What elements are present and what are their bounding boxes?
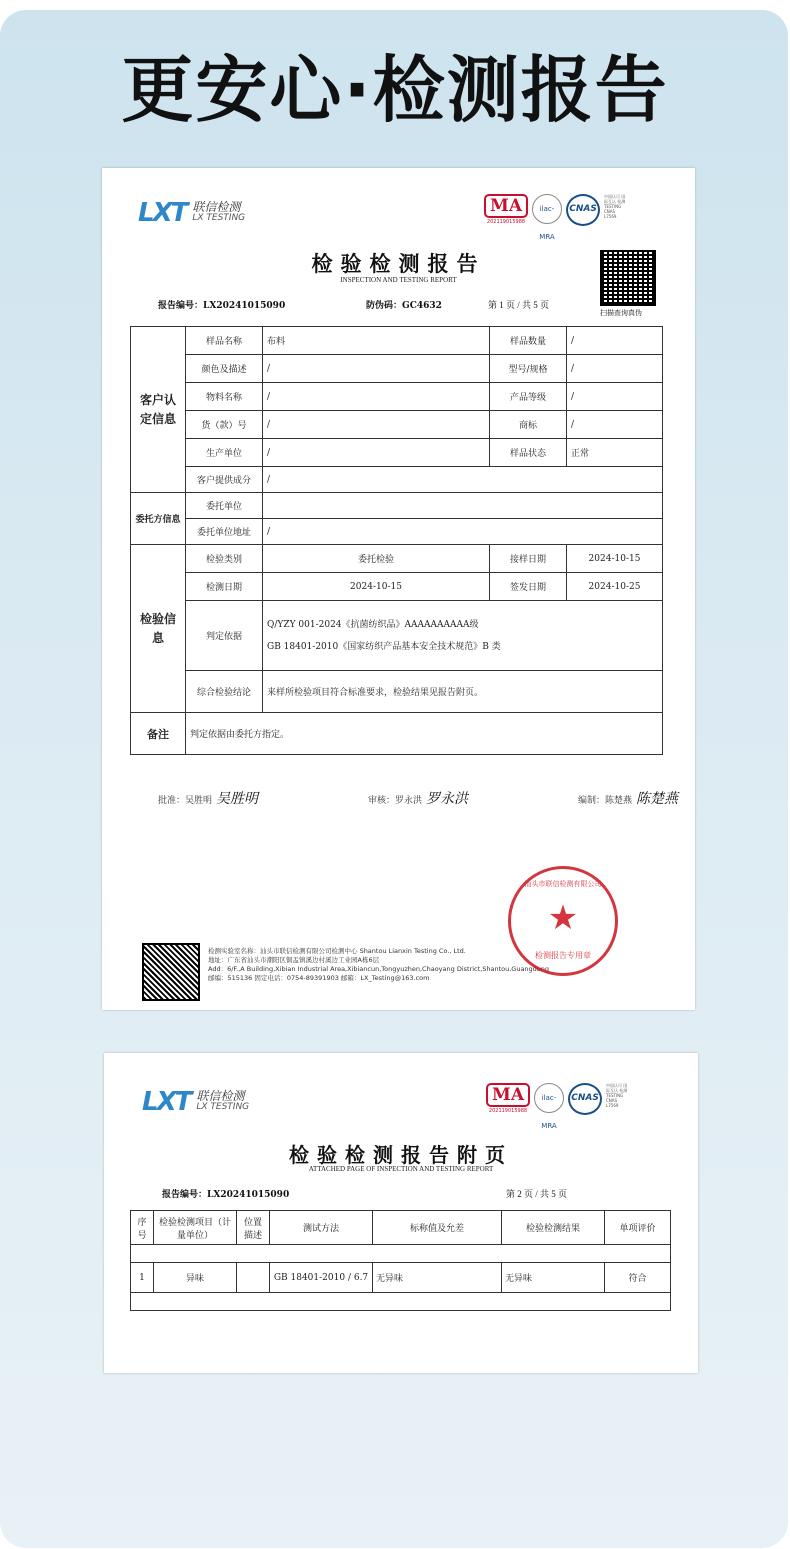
cell-label: 生产单位	[186, 439, 263, 467]
empty-cell	[131, 1245, 671, 1263]
cell-label: 样品数量	[490, 327, 567, 355]
cell: GB 18401-2010 / 6.7	[270, 1263, 373, 1293]
section-entrust: 委托方信息	[131, 493, 186, 545]
cell-label: 委托单位地址	[186, 519, 263, 545]
page-headline: 更安心·检测报告	[121, 48, 669, 132]
section-inspect: 检验信息	[131, 545, 186, 713]
test-results-table	[130, 1210, 671, 1311]
cma-number: 202119015988	[486, 219, 526, 225]
attached-page-subtitle: ATTACHED PAGE OF INSPECTION AND TESTING REPORT	[308, 1165, 494, 1173]
report-number: LX20241015090	[203, 301, 286, 311]
table-row	[131, 1245, 671, 1263]
header-cell: 位置描述	[237, 1211, 270, 1245]
editor-name: 陈楚燕	[604, 796, 632, 806]
basis-line-2: GB 18401-2010《国家纺织产品基本安全技术规范》B 类	[267, 641, 501, 652]
cell-value: /	[263, 467, 663, 493]
cell: 1	[131, 1263, 154, 1293]
page-info: 第 1 页 / 共 5 页	[488, 300, 550, 310]
report-number-label: 报告编号：	[158, 301, 204, 311]
brand-mark: LXT	[138, 198, 187, 228]
approver-name: 吴胜明	[185, 796, 213, 806]
cell-label: 样品状态	[490, 439, 567, 467]
qr-caption: 扫描查询真伪	[600, 309, 642, 317]
cell-label: 客户提供成分	[186, 467, 263, 493]
approver-label: 批准：	[158, 796, 186, 806]
cell: 无异味	[502, 1263, 605, 1293]
cell-label: 型号/规格	[490, 355, 567, 383]
editor-signature: 陈楚燕	[636, 791, 678, 807]
cell-value: /	[263, 411, 490, 439]
cell-label: 综合检验结论	[186, 671, 263, 713]
cma-badge: MA	[486, 1083, 530, 1107]
footer-qr-code	[142, 943, 200, 1001]
cell-label: 接样日期	[490, 545, 567, 573]
report-number-label: 报告编号：	[162, 1190, 208, 1200]
certification-badges	[484, 194, 628, 241]
certification-badges	[486, 1083, 630, 1130]
cell-value: /	[567, 327, 663, 355]
verification-qr-code	[600, 250, 656, 306]
footer-line: 检测实验室名称：汕头市联信检测有限公司检测中心 Shantou Lianxin Testing Co., Ltd.	[208, 947, 466, 955]
reviewer-signature: 罗永洪	[426, 791, 469, 807]
table-row	[131, 1293, 671, 1311]
remark-value: 判定依据由委托方指定。	[186, 713, 663, 755]
cell-value: /	[263, 383, 490, 411]
official-seal-icon	[508, 866, 618, 976]
cell-value: 布料	[263, 327, 490, 355]
brand-logo	[138, 198, 245, 228]
cell-value	[263, 493, 663, 519]
report-page-2	[104, 1053, 698, 1373]
conclusion-value: 来样所检验项目符合标准要求，检验结果见报告附页。	[263, 671, 663, 713]
report-number-line	[162, 1187, 289, 1200]
brand-name-cn: 联信检测	[192, 200, 241, 214]
cell-value: 2024-10-15	[567, 545, 663, 573]
brand-name-en: LX TESTING	[192, 213, 246, 223]
report-number: LX20241015090	[207, 1190, 290, 1200]
report-number-line	[158, 298, 285, 311]
seal-ring-text: 汕头市联信检测有限公司	[524, 880, 602, 888]
table-header-row	[131, 1211, 671, 1245]
seal-bottom-text: 检测报告专用章	[535, 951, 591, 960]
cell-label: 产品等级	[490, 383, 567, 411]
cell: 符合	[605, 1263, 671, 1293]
cell-label: 物料名称	[186, 383, 263, 411]
brand-name-en: LX TESTING	[196, 1102, 250, 1112]
header-cell: 检验检测项目（计量单位）	[154, 1211, 237, 1245]
cell-value: 正常	[567, 439, 663, 467]
header-cell: 单项评价	[605, 1211, 671, 1245]
reviewer-label: 审核：	[367, 796, 395, 806]
cell-value: 委托检验	[263, 545, 490, 573]
footer-line: Add：6/F.,A Building,Xibian Industrial Area,Xibiancun,Tongyuzhen,Chaoyang District,Shantou,Guangdong	[208, 965, 550, 973]
cell: 无异味	[373, 1263, 502, 1293]
seal-star-icon: ★	[547, 898, 579, 938]
cell-label: 检验类别	[186, 545, 263, 573]
anti-fake-label: 防伪码：	[366, 301, 403, 311]
cma-number: 202119015988	[488, 1108, 528, 1114]
basis-cell	[263, 601, 663, 671]
cell-value: /	[263, 355, 490, 383]
footer-line: 邮编：515136 固定电话：0754-89391903 邮箱：LX_Testing@163.com	[208, 974, 430, 982]
header-cell: 测试方法	[270, 1211, 373, 1245]
cell-value: 2024-10-25	[567, 573, 663, 601]
approver	[158, 788, 258, 808]
editor	[578, 788, 678, 808]
brand-name-cn: 联信检测	[196, 1089, 245, 1103]
cell-value: /	[263, 519, 663, 545]
reviewer-name: 罗永洪	[395, 796, 423, 806]
cell-value: 2024-10-15	[263, 573, 490, 601]
ilac-badge: ilac-MRA	[532, 194, 562, 224]
cma-badge: MA	[484, 194, 528, 218]
section-client: 客户认定信息	[131, 327, 186, 493]
section-remark: 备注	[131, 713, 186, 755]
cell-label: 判定依据	[186, 601, 263, 671]
report-subtitle: INSPECTION AND TESTING REPORT	[340, 276, 457, 284]
approver-signature: 吴胜明	[216, 791, 259, 807]
brand-mark: LXT	[142, 1087, 191, 1117]
cell-label: 商标	[490, 411, 567, 439]
header-cell: 标称值及允差	[373, 1211, 502, 1245]
basis-line-1: Q/YZY 001-2024《抗菌纺织品》AAAAAAAAAA级	[267, 619, 479, 630]
cell-value: /	[567, 411, 663, 439]
cell-value: /	[263, 439, 490, 467]
cnas-caption-icon: 中国认可 国际互认 检测 TESTING CNAS L7569	[604, 194, 626, 219]
reviewer	[368, 788, 468, 808]
cell: 异味	[154, 1263, 237, 1293]
anti-fake-line	[366, 298, 442, 311]
cell-value: /	[567, 383, 663, 411]
brand-logo	[142, 1087, 249, 1117]
cnas-caption-icon: 中国认可 国际互认 检测 TESTING CNAS L7569	[606, 1083, 628, 1108]
header-cell: 序号	[131, 1211, 154, 1245]
empty-cell	[131, 1293, 671, 1311]
cnas-badge: CNAS	[568, 1083, 602, 1115]
cell-label: 颜色及描述	[186, 355, 263, 383]
attached-page-title: 检验检测报告附页	[289, 1143, 513, 1167]
table-row	[131, 1263, 671, 1293]
cell-label: 检测日期	[186, 573, 263, 601]
cell-value: /	[567, 355, 663, 383]
signature-row	[158, 788, 678, 808]
cell-label: 样品名称	[186, 327, 263, 355]
page-info: 第 2 页 / 共 5 页	[506, 1189, 568, 1199]
header-cell: 检验检测结果	[502, 1211, 605, 1245]
report-title: 检验检测报告	[311, 251, 486, 276]
report-page-1	[102, 168, 695, 1010]
anti-fake-code: GC4632	[402, 301, 442, 311]
ilac-badge: ilac-MRA	[534, 1083, 564, 1113]
cell	[237, 1263, 270, 1293]
cell-label: 货（款）号	[186, 411, 263, 439]
editor-label: 编制：	[577, 796, 605, 806]
footer-line: 地址：广东省汕头市潮阳区铜盂镇溪边村溪边工业园A栋6层	[208, 956, 380, 964]
cnas-badge: CNAS	[566, 194, 600, 226]
cell-label: 签发日期	[490, 573, 567, 601]
cell-label: 委托单位	[186, 493, 263, 519]
report-info-table	[130, 326, 663, 755]
